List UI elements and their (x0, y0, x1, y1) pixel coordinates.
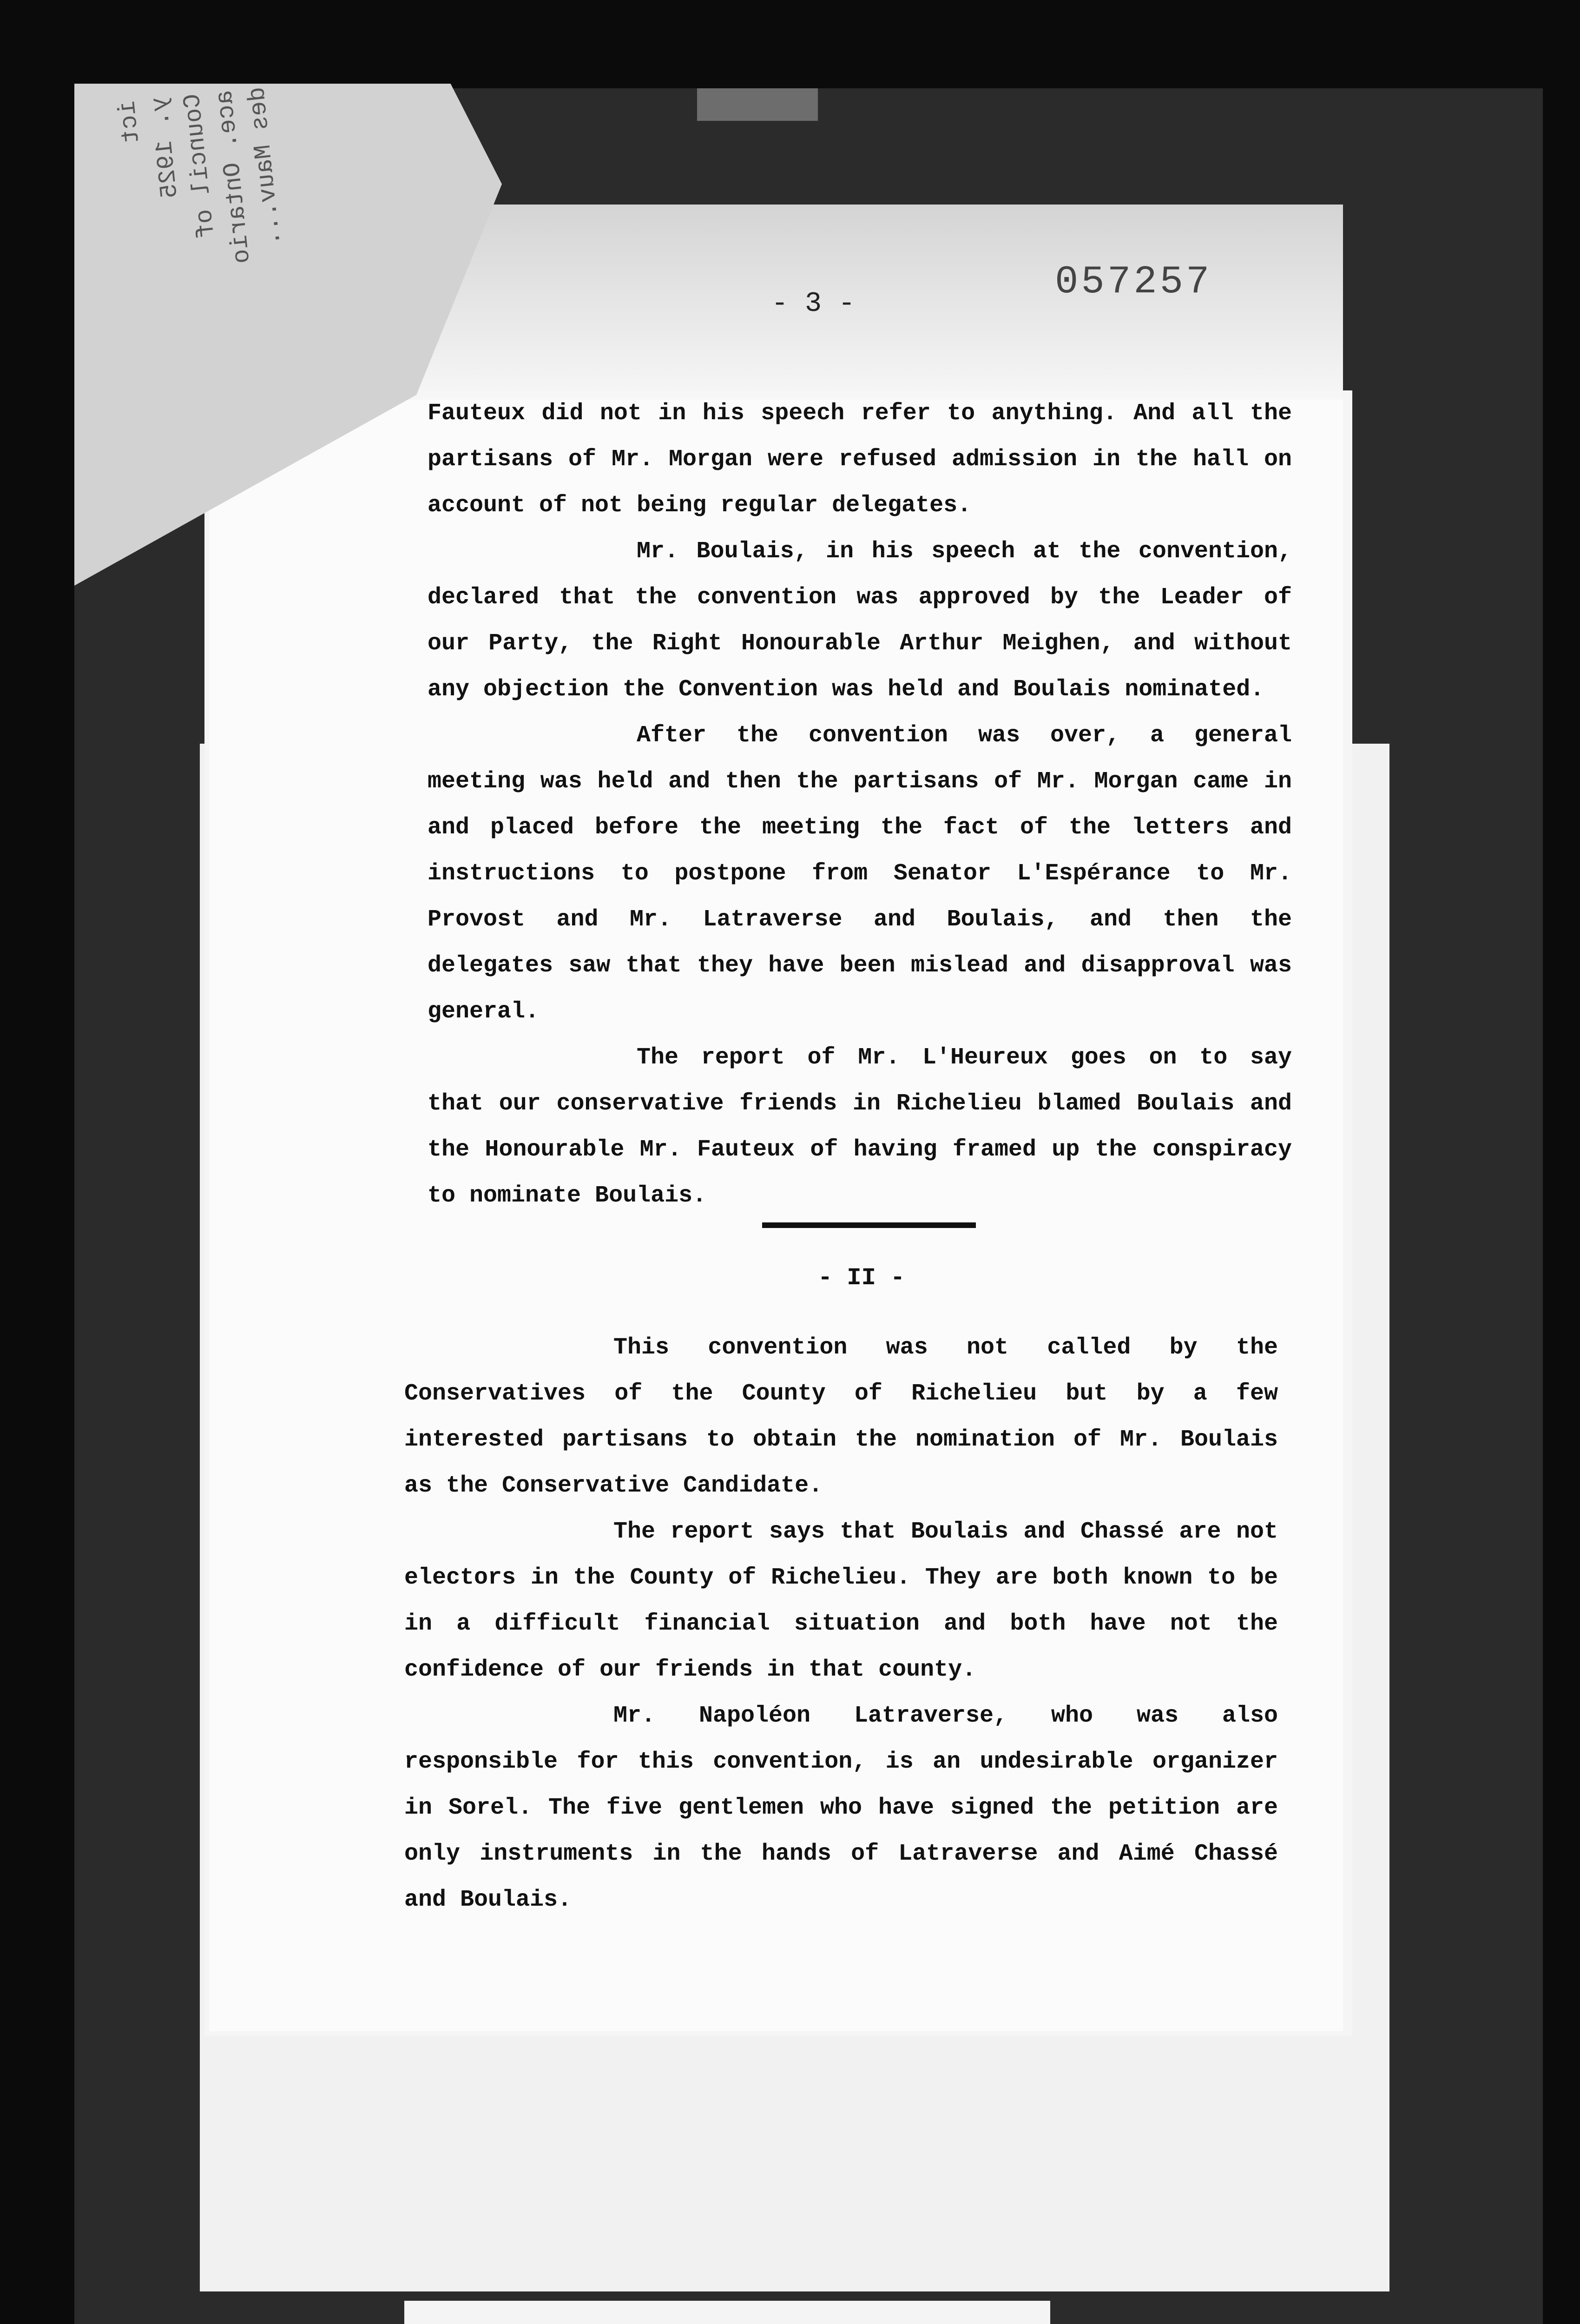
section-heading: - II - (818, 1264, 905, 1292)
paragraph: Mr. Boulais, in his speech at the convention, declared that the convention was approved by the Leader of our Party, the Right Honourable Arthur Meighen, and without any objection the Convention was held and Boulais nominated. (428, 538, 1292, 703)
fold-note-line: Council of (178, 92, 221, 240)
body-text-bottom (404, 1325, 1278, 1923)
archive-tag (404, 2301, 1050, 2324)
page-number: - 3 - (771, 288, 856, 320)
binder-clip (697, 88, 818, 121)
fold-note-line: y. 1925 (146, 95, 184, 200)
paragraph: Fauteux did not in his speech refer to anything. And all the partisans of Mr. Morgan were refused admission in the hall on account of not being regular delegates. (428, 400, 1292, 519)
paragraph: This convention was not called by the Conservatives of the County of Richelieu but by a few interested partisans to obtain the nomination of Mr. Boulais as the Conservative Candidate. (404, 1334, 1278, 1499)
fold-note-line: ace. Ontario (211, 89, 257, 265)
paragraph: After the convention was over, a general meeting was held and then the partisans of Mr. Morgan came in and placed before the meeting the fact of the letters and instructions to postpone from Senator L'Espérance to Mr. Provost and Mr. Latraverse and Boulais, and then the delegates saw that they have been mislead and disapproval was general. (428, 722, 1292, 1025)
section-divider (762, 1222, 976, 1228)
paragraph: Mr. Napoléon Latraverse, who was also responsible for this convention, is an undesirable organizer in Sorel. The five gentlemen who have signed the petition are only instruments in the hands of Latraverse and Aimé Chassé and Boulais. (404, 1703, 1278, 1913)
fold-note-line: ict (113, 99, 146, 145)
fold-note (112, 85, 298, 343)
paragraph: The report says that Boulais and Chassé are not electors in the County of Richelieu. They are both known to be in a difficult financial situation and both have not the confidence of our friends in that county. (404, 1519, 1278, 1683)
body-text-top (428, 390, 1292, 1219)
document-number: 057257 (1055, 260, 1212, 304)
paragraph: The report of Mr. L'Heureux goes on to say that our conservative friends in Richelieu blamed Boulais and the Honourable Mr. Fauteux of having framed up the conspiracy to nominate Boulais. (428, 1044, 1292, 1209)
fold-note-line: des Mauv... (243, 86, 287, 247)
